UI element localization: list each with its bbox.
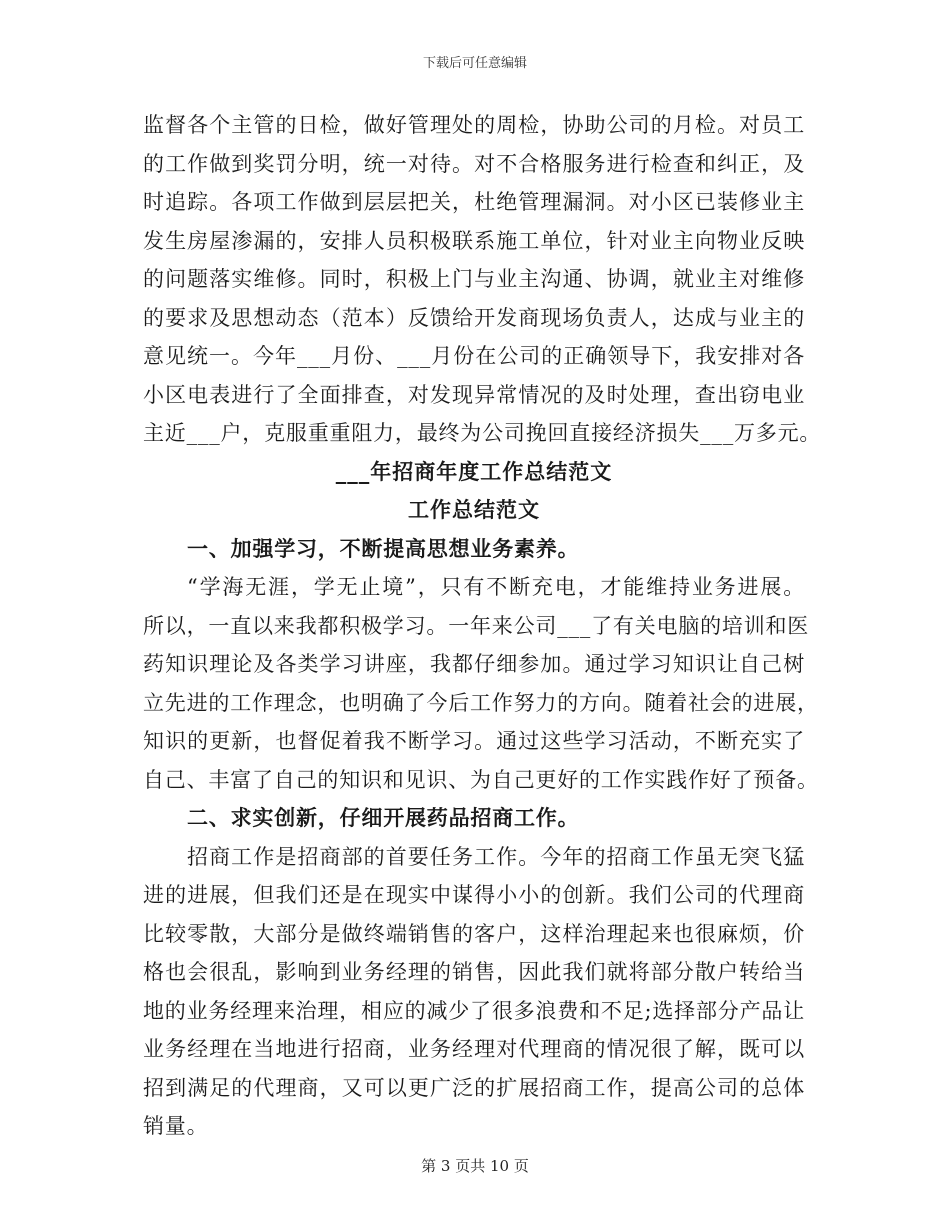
paragraph-line: 招商工作是招商部的首要任务工作。今年的招商工作虽无突飞猛: [187, 844, 805, 869]
page-header: 下载后可任意编辑: [422, 56, 527, 71]
paragraph-line: 业务经理在当地进行招商，业务经理对代理商的情况很了解，既可以: [143, 1037, 805, 1061]
paragraph-line: 所以，一直以来我都积极学习。一年来公司___了有关电脑的培训和医: [143, 613, 810, 638]
paragraph-line: 小区电表进行了全面排查，对发现异常情况的及时处理，查出窃电业: [143, 382, 805, 407]
section-heading: 二、求实创新，仔细开展药品招商工作。: [187, 805, 580, 830]
paragraph-line: 知识的更新，也督促着我不断学习。通过这些学习活动，不断充实了: [143, 729, 805, 753]
page-footer: 第 3 页共 10 页: [421, 1157, 529, 1175]
paragraph-line: 地的业务经理来治理，相应的减少了很多浪费和不足;选择部分产品让: [143, 998, 805, 1023]
paragraph-line: 的要求及思想动态（范本）反馈给开发商现场负责人，达成与业主的: [143, 305, 805, 330]
document-title: ___年招商年度工作总结范文: [335, 458, 613, 484]
document-body: [143, 106, 822, 1146]
paragraph-line: 格也会很乱，影响到业务经理的销售，因此我们就将部分散户转给当: [143, 960, 805, 984]
paragraph-line: 的问题落实维修。同时，积极上门与业主沟通、协调，就业主对维修: [143, 267, 805, 291]
paragraph-line: 时追踪。各项工作做到层层把关，杜绝管理漏洞。对小区已装修业主: [143, 190, 805, 214]
paragraph-line: 监督各个主管的日检，做好管理处的周检，协助公司的月检。对员工: [143, 113, 805, 137]
paragraph-line: 主近___户，克服重重阻力，最终为公司挽回直接经济损失___万多元。: [143, 421, 822, 445]
paragraph-line: 发生房屋渗漏的，安排人员积极联系施工单位，针对业主向物业反映: [143, 228, 805, 253]
paragraph-line: 招到满足的代理商，又可以更广泛的扩展招商工作，提高公司的总体: [143, 1075, 805, 1100]
paragraph-line: 自己、丰富了自己的知识和见识、为自己更好的工作实践作好了预备。: [143, 767, 819, 792]
paragraph-line: 药知识理论及各类学习讲座，我都仔细参加。通过学习知识让自己树: [143, 652, 805, 676]
paragraph-line: 销量。: [143, 1114, 209, 1138]
paragraph-line: “学海无涯，学无止境”，只有不断充电，才能维持业务进展。: [187, 575, 805, 599]
paragraph-line: 立先进的工作理念，也明确了今后工作努力的方向。随着社会的进展，: [143, 690, 819, 715]
document-subtitle: 工作总结范文: [408, 497, 540, 522]
paragraph-line: 进的进展，但我们还是在现实中谋得小小的创新。我们公司的代理商: [143, 883, 805, 907]
section-heading: 一、加强学习，不断提高思想业务素养。: [187, 535, 580, 561]
paragraph-line: 意见统一。今年___月份、___月份在公司的正确领导下，我安排对各: [143, 344, 805, 368]
paragraph-line: 的工作做到奖罚分明，统一对待。对不合格服务进行检查和纠正，及: [143, 151, 805, 176]
paragraph-line: 比较零散，大部分是做终端销售的客户，这样治理起来也很麻烦，价: [143, 921, 805, 946]
